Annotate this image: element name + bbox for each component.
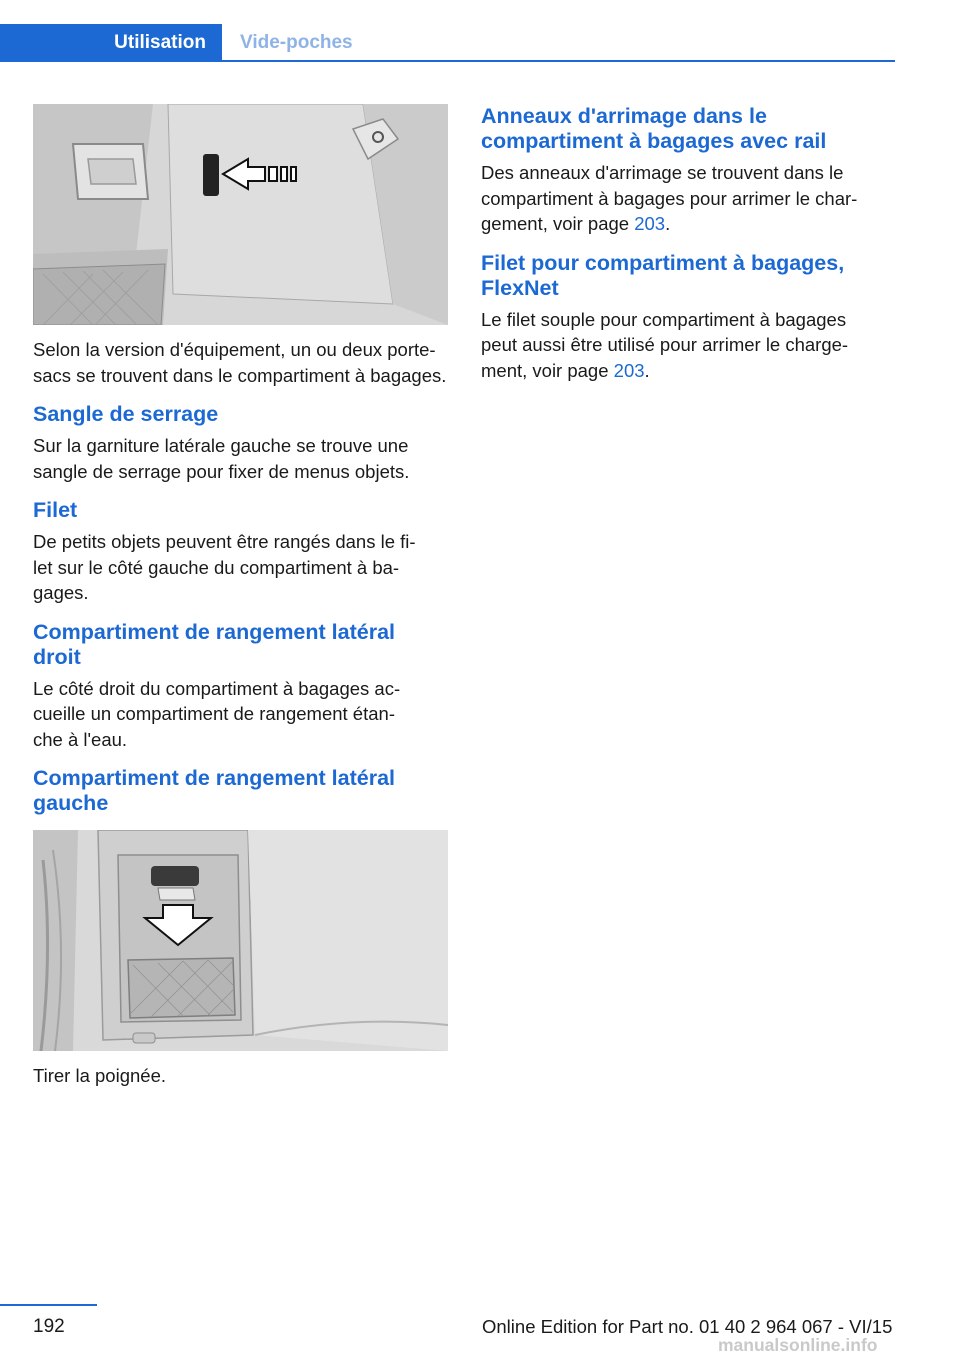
anneaux-line-3: gement, voir page [481, 213, 635, 234]
heading-flexnet: Filet pour compartiment à bagages, FlexNet [481, 250, 845, 300]
edition-note: Online Edition for Part no. 01 40 2 964 067 - VI/15 [482, 1316, 893, 1337]
porte-sacs-text: Selon la version d'équipement, un ou deux porte-sacs se trouvent dans le compartiment à bagages. [33, 339, 447, 386]
header-rule [0, 60, 895, 62]
filet-text [33, 529, 448, 606]
flexnet-line-2: peut aussi être utilisé pour arrimer le charge- [481, 334, 849, 355]
heading-filet: Filet [33, 498, 78, 522]
page-link-203-anneaux[interactable]: 203 [634, 213, 666, 234]
page-link-203-flexnet[interactable]: 203 [613, 359, 645, 381]
anneaux-text: Des anneaux d'arrimage se trouvent dans le compartiment à bagages pour arrimer le char- gement, voir page 203. [481, 162, 858, 234]
heading-rangement-gauche: Compartiment de rangement latéral gauche [33, 766, 396, 815]
filet-line-3: gages. [33, 582, 89, 603]
heading-rangement-droit: Compartiment de rangement latéral droit [33, 619, 396, 669]
left-column [33, 104, 448, 1089]
footer-rule [0, 1304, 97, 1306]
heading-anneaux: Anneaux d'arrimage dans le compartiment à bagages avec rail [481, 104, 827, 153]
rangement-droit-text [33, 676, 448, 753]
anneaux-line-1: Des anneaux d'arrimage se trouvent dans le [481, 162, 844, 183]
flexnet-text: Le filet souple pour compartiment à bagages peut aussi être utilisé pour arrimer le charge- ment, voir page 203. [481, 308, 849, 381]
rangement-gauche-illustration [33, 830, 448, 1051]
anneaux-line-2: compartiment à bagages pour arrimer le char- [481, 187, 858, 209]
droit-line-3: che à l'eau. [33, 728, 128, 750]
header-tabs [0, 24, 895, 62]
tab-utilisation[interactable]: Utilisation [0, 24, 222, 62]
right-column [481, 104, 896, 383]
filet-line-2: let sur le côté gauche du compartiment à ba- [33, 556, 400, 578]
droit-line-1: Le côté droit du compartiment à bagages ac- [33, 677, 401, 699]
tab-vide-poches[interactable]: Vide-poches [240, 32, 353, 53]
flexnet-line-3: ment, voir page [481, 359, 614, 381]
watermark: manualsonline.info [718, 1335, 878, 1355]
heading-sangle: Sangle de serrage [33, 402, 219, 426]
poignee-text: Tirer la poignée. [33, 1065, 166, 1086]
droit-line-2: cueille un compartiment de rangement étan- [33, 703, 395, 724]
flexnet-line-1: Le filet souple pour compartiment à bagages [481, 308, 847, 330]
page-number: 192 [33, 1316, 65, 1337]
filet-line-1: De petits objets peuvent être rangés dans le fi- [33, 531, 416, 552]
porte-sacs-illustration [33, 104, 448, 325]
sangle-text: Sur la garniture latérale gauche se trouve une sangle de serrage pour fixer de menus objets. [33, 435, 410, 482]
